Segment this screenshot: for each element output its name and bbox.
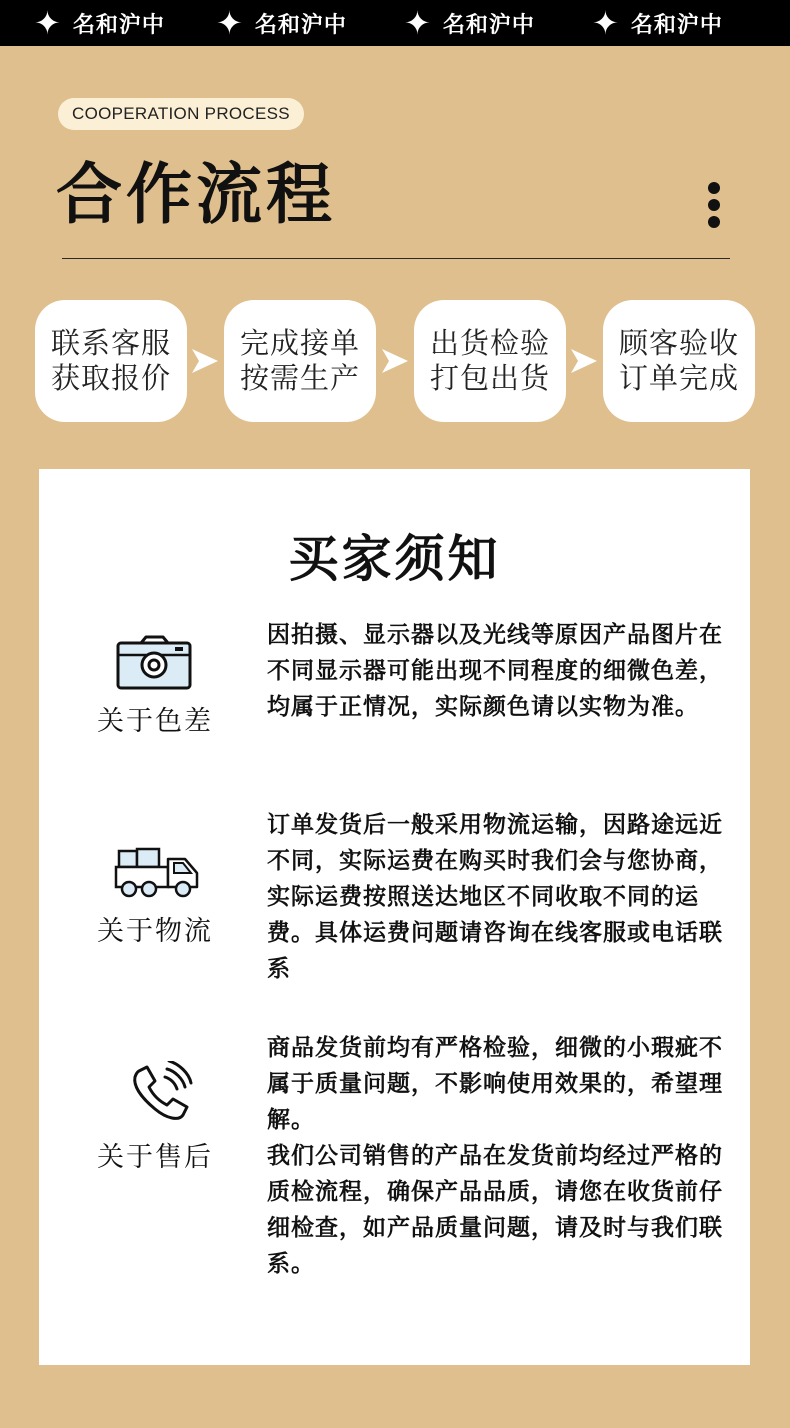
note-text-color [267, 617, 727, 725]
step-line: 获取报价 [50, 361, 171, 395]
arrow-right-icon [190, 346, 220, 376]
step-line: 出货检验 [429, 326, 550, 360]
brand-item [404, 0, 535, 46]
step-line: 联系客服 [50, 326, 171, 360]
sparkle-icon: ✦ [404, 4, 431, 42]
brand-text: 名和沪中 [630, 12, 723, 38]
step-line: 订单完成 [618, 361, 739, 395]
phone-icon [129, 1061, 193, 1123]
note-paragraph: 我们公司销售的产品在发货前均经过严格的质检流程，确保产品品质，请您在收货前仔细检查，如产品质量问题，请及时与我们联系。 [267, 1143, 723, 1277]
arrow-right-icon [380, 346, 410, 376]
divider [62, 258, 730, 259]
process-step-complete [603, 300, 755, 422]
step-line: 打包出货 [429, 361, 550, 395]
section-badge: COOPERATION PROCESS [58, 98, 304, 130]
note-text-logistics [267, 807, 727, 987]
sparkle-icon: ✦ [34, 4, 61, 42]
more-dots-icon [708, 182, 722, 233]
process-step-contact [35, 300, 187, 422]
note-paragraph: 因拍摄、显示器以及光线等原因产品图片在不同显示器可能出现不同程度的细微色差，均属于正情况，实际颜色请以实物为准。 [267, 622, 723, 720]
buyer-notice-card [39, 469, 750, 1365]
note-paragraph: 商品发货前均有严格检验，细微的小瑕疵不属于质量问题，不影响使用效果的，希望理解。 [267, 1035, 723, 1133]
page-title: 合作流程 [56, 156, 336, 233]
note-label-logistics: 关于物流 [97, 916, 213, 947]
sparkle-icon: ✦ [216, 4, 243, 42]
sparkle-icon: ✦ [592, 4, 619, 42]
brand-item [34, 0, 165, 46]
step-line: 完成接单 [239, 326, 360, 360]
truck-icon [113, 847, 203, 903]
notice-title: 买家须知 [288, 530, 501, 588]
step-line: 按需生产 [239, 361, 360, 395]
note-label-aftersales: 关于售后 [97, 1142, 213, 1173]
note-label-color: 关于色差 [97, 706, 213, 737]
brand-item [216, 0, 347, 46]
arrow-right-icon [569, 346, 599, 376]
note-text-aftersales [267, 1030, 727, 1282]
camera-icon [115, 635, 193, 691]
brand-item [592, 0, 723, 46]
brand-bar [0, 0, 790, 46]
process-step-production [224, 300, 376, 422]
brand-text: 名和沪中 [442, 12, 535, 38]
brand-text: 名和沪中 [254, 12, 347, 38]
brand-text: 名和沪中 [72, 12, 165, 38]
note-paragraph: 订单发货后一般采用物流运输，因路途远近不同，实际运费在购买时我们会与您协商，实际运费按照送达地区不同收取不同的运费。具体运费问题请咨询在线客服或电话联系 [267, 812, 723, 982]
process-step-shipping [414, 300, 566, 422]
step-line: 顾客验收 [618, 326, 739, 360]
